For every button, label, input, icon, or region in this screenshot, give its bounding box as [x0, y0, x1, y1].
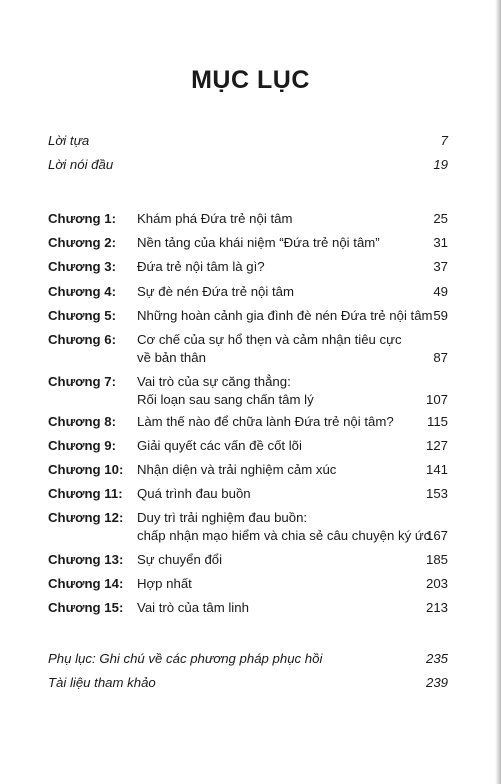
chapter-title: Nền tảng của khái niệm “Đứa trẻ nội tâm” — [137, 235, 380, 250]
chapter-number: Chương 14: — [48, 576, 124, 591]
chapter-title: Hợp nhất — [137, 576, 192, 591]
entry-page-number: 107 — [425, 392, 448, 407]
chapter-title: Vai trò của tâm linh — [137, 600, 249, 615]
page-title: MỤC LỤC — [191, 66, 310, 94]
chapter-title: Giải quyết các vấn đề cốt lõi — [137, 438, 302, 453]
chapter-number: Chương 15: — [48, 600, 124, 615]
chapter-title: Sự đè nén Đứa trẻ nội tâm — [137, 284, 294, 299]
chapter-title: Khám phá Đứa trẻ nội tâm — [137, 211, 293, 226]
entry-label: Lời nói đầu — [48, 157, 114, 172]
chapter-number: Chương 5: — [48, 308, 117, 323]
chapter-title: Những hoàn cảnh gia đình đè nén Đứa trẻ nội tâm — [137, 308, 433, 323]
chapter-number: Chương 6: — [48, 332, 117, 347]
page-spine-edge — [495, 0, 501, 784]
chapter-title: Vai trò của sự căng thẳng: Rối loạn sau sang chấn tâm lý — [137, 374, 314, 407]
entry-page-number: 59 — [433, 308, 448, 323]
chapter-title: Sự chuyển đổi — [137, 552, 223, 567]
chapter-title: Duy trì trải nghiệm đau buồn: chấp nhận mạo hiểm và chia sẻ câu chuyện ký ức — [137, 510, 431, 543]
chapter-number: Chương 2: — [48, 235, 117, 250]
entry-page-number: 203 — [425, 576, 448, 591]
entry-page-number: 7 — [440, 133, 448, 148]
chapter-title: Nhận diện và trải nghiệm cảm xúc — [137, 462, 337, 477]
chapter-title: Quá trình đau buồn — [137, 486, 251, 501]
chapter-number: Chương 3: — [48, 259, 117, 274]
entry-page-number: 25 — [433, 211, 448, 226]
entry-label: Tài liệu tham khảo — [48, 675, 156, 690]
entry-page-number: 239 — [425, 675, 448, 690]
entry-page-number: 185 — [425, 552, 448, 567]
chapter-number: Chương 11: — [48, 486, 123, 501]
entry-page-number: 37 — [433, 259, 448, 274]
chapter-number: Chương 1: — [48, 211, 117, 226]
chapter-title: Đứa trẻ nội tâm là gì? — [137, 259, 265, 274]
entry-label: Lời tựa — [48, 133, 90, 148]
entry-page-number: 49 — [433, 284, 448, 299]
entry-page-number: 235 — [425, 651, 448, 666]
entry-page-number: 115 — [426, 414, 448, 429]
entry-page-number: 19 — [433, 157, 448, 172]
entry-page-number: 213 — [425, 600, 448, 615]
entry-page-number: 153 — [425, 486, 448, 501]
entry-label: Phụ lục: Ghi chú về các phương pháp phục hồi — [48, 651, 323, 666]
chapter-number: Chương 8: — [48, 414, 117, 429]
entry-page-number: 167 — [425, 528, 448, 543]
entry-page-number: 141 — [425, 462, 448, 477]
entry-page-number: 31 — [433, 235, 448, 250]
chapter-title: Làm thế nào để chữa lành Đứa trẻ nội tâm? — [137, 414, 394, 429]
entry-page-number: 127 — [425, 438, 448, 453]
chapter-number: Chương 12: — [48, 510, 124, 525]
entry-page-number: 87 — [433, 350, 448, 365]
chapter-number: Chương 13: — [48, 552, 124, 567]
chapter-number: Chương 9: — [48, 438, 117, 453]
chapter-number: Chương 10: — [48, 462, 124, 477]
chapter-title: Cơ chế của sự hổ thẹn và cảm nhận tiêu cực về bản thân — [137, 332, 402, 365]
chapter-number: Chương 4: — [48, 284, 117, 299]
chapter-number: Chương 7: — [48, 374, 117, 389]
